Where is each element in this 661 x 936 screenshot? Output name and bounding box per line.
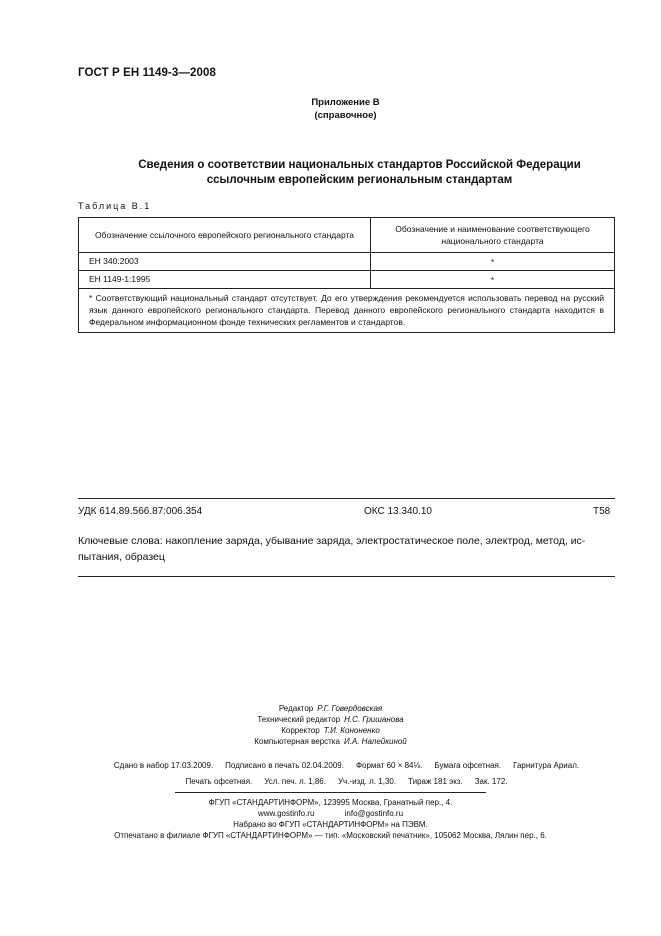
credit-tech-editor: [0, 714, 661, 725]
publisher-contacts: [0, 808, 661, 819]
credit-name: Н.С. Гришанова: [344, 715, 404, 724]
publisher-email[interactable]: info@gostinfo.ru: [344, 809, 404, 818]
column-header-national: Обозначение и наименование соответствующего национального стандарта: [371, 218, 615, 253]
table-footnote-row: [79, 289, 615, 333]
print-sheets: Усл. печ. л. 1,86.: [264, 777, 326, 786]
typeface: Гарнитура Ариал.: [513, 761, 580, 770]
publisher-sheets: Уч.-изд. л. 1,30.: [337, 777, 397, 786]
order-number: Зак. 172.: [474, 777, 508, 786]
credit-label: Корректор: [281, 726, 320, 735]
print-info-line2: [78, 774, 615, 790]
credit-proofreader: [0, 725, 661, 736]
credit-label: Технический редактор: [257, 715, 341, 724]
appendix-heading: [0, 96, 661, 122]
paper-type: Бумага офсетная.: [434, 761, 502, 770]
appendix-kind: (справочное): [314, 110, 377, 121]
credit-label: Редактор: [278, 704, 314, 713]
reference-standard-cell: ЕН 1149-1:1995: [79, 271, 371, 289]
table-footnote: * Соответствующий национальный стандарт отсутствует. До его утверждения рекомендуется использовать перевод на русский язык данного европейского регионального стандарта. Перевод данного европейского регионального стандарта находится в Федеральном информационном фонде технических регламентов и стандартов.: [79, 289, 615, 333]
classification-code: Т58: [593, 506, 611, 517]
divider-publisher: [175, 792, 486, 793]
table-row: [79, 271, 615, 289]
udk-code: УДК 614.89.566.87:006.354: [78, 506, 203, 517]
typeset-date: Сдано в набор 17.03.2009.: [113, 761, 214, 770]
credits-block: [0, 703, 661, 747]
table-header-row: [79, 218, 615, 253]
print-run: Тираж 181 экз.: [408, 777, 463, 786]
section-title-line1: Сведения о соответствии национальных стандартов Российской Федерации: [138, 159, 581, 171]
keywords: [78, 533, 615, 565]
table-caption: Таблица В.1: [78, 201, 152, 211]
credit-name: И.А. Налейкиной: [343, 737, 407, 746]
publisher-block: [0, 797, 661, 841]
divider-bottom: [78, 576, 615, 577]
publisher-website[interactable]: www.gostinfo.ru: [257, 809, 315, 818]
credit-layout: [0, 736, 661, 747]
paper-format: Формат 60 × 84⅛.: [355, 761, 423, 770]
document-id: ГОСТ Р ЕН 1149-3—2008: [78, 67, 216, 79]
oks-code: ОКС 13.340.10: [364, 506, 432, 517]
print-method: Печать офсетная.: [185, 777, 253, 786]
print-info: [78, 758, 615, 790]
correspondence-table: [78, 217, 615, 333]
keywords-line1: Ключевые слова: накопление заряда, убывание заряда, электростатическое поле, электрод, метод, ис-: [78, 535, 586, 547]
credit-name: Т.И. Кононенко: [323, 726, 380, 735]
national-standard-cell: *: [371, 253, 615, 271]
keywords-line2: пытания, образец: [78, 551, 165, 563]
credit-name: Р.Г. Говердовская: [317, 704, 383, 713]
table-row: [79, 253, 615, 271]
signed-date: Подписано в печать 02.04.2009.: [225, 761, 344, 770]
print-info-line1: [78, 758, 615, 774]
column-header-reference: Обозначение ссылочного европейского регионального стандарта: [79, 218, 371, 253]
section-title: [78, 158, 641, 188]
reference-standard-cell: ЕН 340:2003: [79, 253, 371, 271]
printing-note: Отпечатано в филиале ФГУП «СТАНДАРТИНФОРМ» — тип. «Московский печатник», 105062 Москва, Лялин пер., 6.: [114, 831, 547, 840]
section-title-line2: ссылочным европейским региональным стандартам: [206, 174, 513, 186]
national-standard-cell: *: [371, 271, 615, 289]
credit-label: Компьютерная верстка: [254, 737, 340, 746]
divider-top: [78, 498, 615, 499]
typesetting-note: Набрано во ФГУП «СТАНДАРТИНФОРМ» на ПЭВМ.: [233, 820, 428, 829]
credit-editor: [0, 703, 661, 714]
publisher-address: ФГУП «СТАНДАРТИНФОРМ», 123995 Москва, Гранатный пер., 4.: [208, 798, 453, 807]
appendix-title: Приложение В: [311, 97, 380, 108]
